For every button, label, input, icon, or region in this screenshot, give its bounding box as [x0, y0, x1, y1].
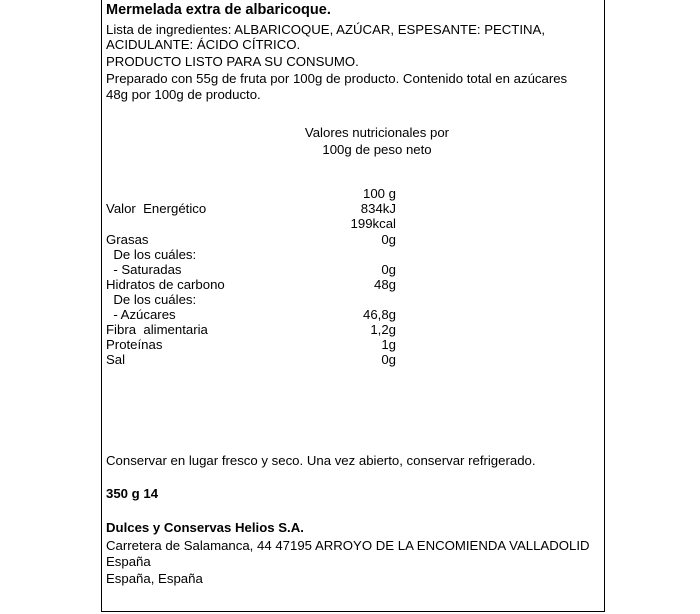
nutrition-row-label: Sal: [106, 352, 126, 367]
nutrition-row-value: 834kJ: [360, 201, 396, 216]
preparation-line-2: 48g por 100g de producto.: [106, 87, 261, 102]
preparation-line-1: Preparado con 55g de fruta por 100g de producto. Contenido total en azúcares: [106, 71, 568, 86]
ingredients-line-1: Lista de ingredientes: ALBARICOQUE, AZÚCAR, ESPESANTE: PECTINA,: [106, 22, 546, 37]
nutrition-header-line-2: 100g de peso neto: [322, 142, 432, 157]
ready-to-eat-text: PRODUCTO LISTO PARA SU CONSUMO.: [106, 54, 359, 69]
nutrition-row-label: De los cuáles:: [106, 292, 197, 307]
nutrition-column-header: 100 g: [362, 186, 396, 201]
company-address: Carretera de Salamanca, 44 47195 ARROYO DE LA ENCOMIENDA VALLADOLID: [106, 538, 590, 553]
ingredients-line-2: ACIDULANTE: ÁCIDO CÍTRICO.: [106, 37, 301, 52]
nutrition-row-value: 0g: [381, 352, 396, 367]
product-title: Mermelada extra de albaricoque.: [106, 2, 331, 18]
nutrition-row-label: Fibra alimentaria: [106, 322, 208, 337]
nutrition-row-value: 1,2g: [370, 322, 396, 337]
nutrition-row-label: De los cuáles:: [106, 247, 197, 262]
nutrition-row-value: 46,8g: [362, 307, 396, 322]
storage-instructions: Conservar en lugar fresco y seco. Una vez abierto, conservar refrigerado.: [106, 453, 536, 468]
nutrition-row-label: - Saturadas: [106, 262, 182, 277]
nutrition-row-value: 1g: [381, 337, 396, 352]
nutrition-row-label: - Azúcares: [106, 307, 176, 322]
nutrition-row-label: Proteínas: [106, 337, 163, 352]
company-country: España: [106, 554, 151, 569]
nutrition-header-line-1: Valores nutricionales por: [304, 125, 450, 140]
nutrition-row-value: 0g: [381, 232, 396, 247]
nutrition-row-value: 48g: [373, 277, 396, 292]
company-countries: España, España: [106, 571, 203, 586]
net-quantity: 350 g 14: [106, 486, 159, 501]
nutrition-row-value: 0g: [381, 262, 396, 277]
company-name: Dulces y Conservas Helios S.A.: [106, 520, 304, 535]
nutrition-row-label: Valor Energético: [106, 201, 207, 216]
nutrition-row-label: Grasas: [106, 232, 149, 247]
nutrition-row-label: Hidratos de carbono: [106, 277, 225, 292]
nutrition-row-value: 199kcal: [350, 216, 396, 231]
